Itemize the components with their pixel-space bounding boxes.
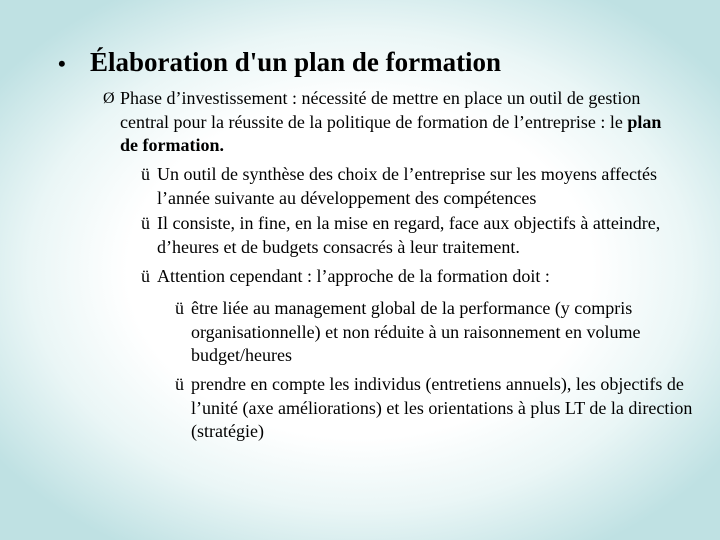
checkmark-icon: ü bbox=[175, 298, 184, 318]
phase-text-regular: Phase d’investissement : nécessité de mettre en place un outil de gestion central pour la réussite de la politique de formation de l’entreprise : le bbox=[120, 88, 641, 132]
subpoint-item bbox=[175, 297, 695, 368]
point-text: Il consiste, in fine, en la mise en regard, face aux objectifs à atteindre, d’heures et de budgets consacrés à leur traitement. bbox=[157, 213, 661, 257]
phase-item bbox=[103, 87, 663, 158]
checkmark-icon: ü bbox=[141, 164, 150, 184]
slide-title: Élaboration d'un plan de formation bbox=[90, 47, 502, 77]
slide-title-row bbox=[58, 47, 501, 78]
subpoint-text: prendre en compte les individus (entretiens annuels), les objectifs de l’unité (axe améliorations) et les orientations à plus LT de la direction (stratégie) bbox=[191, 374, 693, 441]
phase-text-bold: plan de formation. bbox=[120, 111, 662, 155]
title-bullet: • bbox=[58, 51, 66, 76]
point-text: Attention cependant : l’approche de la formation doit : bbox=[157, 266, 550, 286]
point-text: Un outil de synthèse des choix de l’entreprise sur les moyens affectés l’année suivante au développement des compétences bbox=[157, 164, 658, 208]
checkmark-icon: ü bbox=[175, 374, 184, 394]
arrow-bullet-icon: Ø bbox=[103, 90, 115, 107]
point-item bbox=[141, 163, 681, 210]
subpoint-text: être liée au management global de la performance (y compris organisationnelle) et non réduite à un raisonnement en volume budget/heures bbox=[191, 298, 641, 365]
checkmark-icon: ü bbox=[141, 213, 150, 233]
phase-text bbox=[120, 87, 663, 158]
point-item bbox=[141, 265, 681, 289]
subpoint-item bbox=[175, 373, 695, 444]
checkmark-icon: ü bbox=[141, 266, 150, 286]
point-item bbox=[141, 212, 681, 259]
